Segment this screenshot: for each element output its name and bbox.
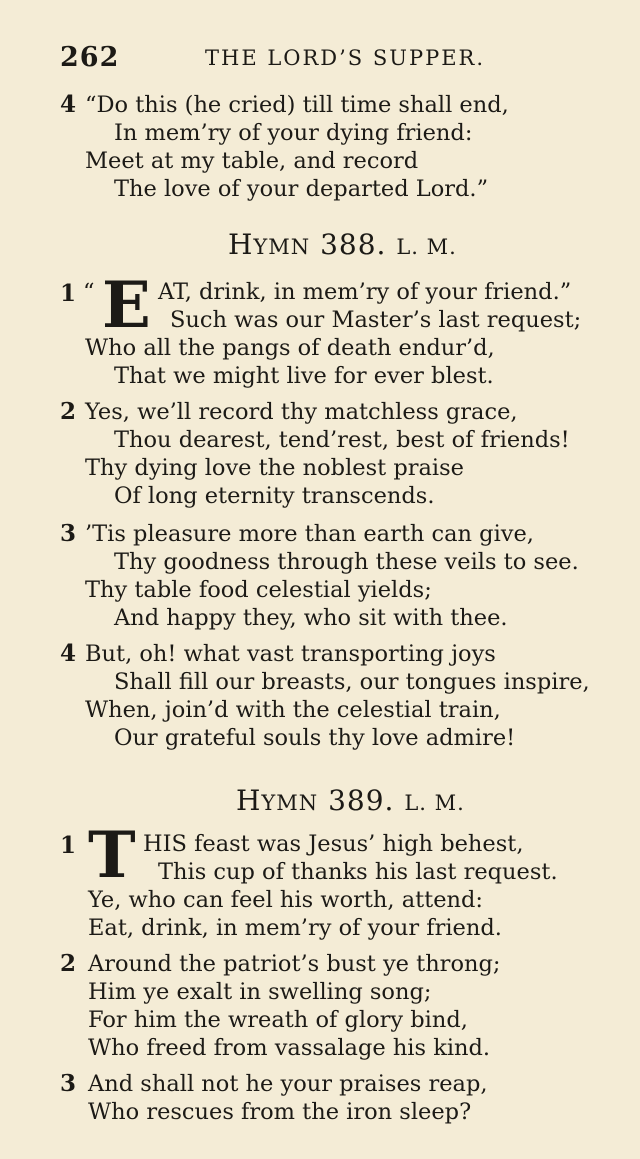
verse-number: 4 bbox=[60, 640, 77, 667]
verse-line: Of long eternity transcends. bbox=[114, 483, 435, 509]
open-quote: “ bbox=[83, 279, 95, 305]
hymn-heading: HYMN 388. L. M. bbox=[228, 228, 457, 261]
verse-number: 3 bbox=[60, 520, 77, 547]
verse-line: Our grateful souls thy love admire! bbox=[114, 725, 516, 751]
verse-line: When, join’d with the celestial train, bbox=[85, 697, 501, 723]
verse-line: HIS feast was Jesus’ high behest, bbox=[143, 831, 524, 857]
verse-line: Such was our Master’s last request; bbox=[170, 307, 582, 333]
verse-line: ’Tis pleasure more than earth can give, bbox=[85, 521, 534, 547]
verse-line: “Do this (he cried) till time shall end, bbox=[85, 92, 509, 118]
running-title: THE LORD’S SUPPER. bbox=[205, 46, 486, 70]
verse-line: Ye, who can feel his worth, attend: bbox=[88, 887, 484, 913]
verse-line: Eat, drink, in mem’ry of your friend. bbox=[88, 915, 502, 941]
verse-line: Thy dying love the noblest praise bbox=[85, 455, 464, 481]
verse-line: In mem’ry of your dying friend: bbox=[114, 120, 473, 146]
verse-line: That we might live for ever blest. bbox=[114, 363, 494, 389]
verse-line: For him the wreath of glory bind, bbox=[88, 1007, 468, 1033]
verse-line: Thy goodness through these veils to see. bbox=[114, 549, 579, 575]
verse-line: This cup of thanks his last request. bbox=[158, 859, 558, 885]
verse-line: Who freed from vassalage his kind. bbox=[88, 1035, 491, 1061]
drop-cap: T bbox=[88, 818, 136, 893]
verse-line: But, oh! what vast transporting joys bbox=[85, 641, 496, 667]
verse-line: Meet at my table, and record bbox=[85, 148, 419, 174]
verse-number: 1 bbox=[60, 280, 77, 307]
page-header bbox=[60, 42, 600, 76]
verse-number: 3 bbox=[60, 1070, 77, 1097]
verse-line: Shall fill our breasts, our tongues inspire, bbox=[114, 669, 590, 695]
verse-line: And happy they, who sit with thee. bbox=[114, 605, 508, 631]
verse-line: Around the patriot’s bust ye throng; bbox=[88, 951, 501, 977]
verse-line: AT, drink, in mem’ry of your friend.” bbox=[158, 279, 572, 305]
verse-number: 2 bbox=[60, 398, 77, 425]
verse-number: 1 bbox=[60, 832, 77, 859]
drop-cap: E bbox=[102, 268, 151, 343]
verse-line: Yes, we’ll record thy matchless grace, bbox=[85, 399, 518, 425]
verse-line: Thou dearest, tend’rest, best of friends! bbox=[114, 427, 570, 453]
verse-number: 2 bbox=[60, 950, 77, 977]
verse-line: Who rescues from the iron sleep? bbox=[88, 1099, 472, 1125]
hymn-heading: HYMN 389. L. M. bbox=[236, 784, 465, 817]
verse-line: Who all the pangs of death endur’d, bbox=[85, 335, 495, 361]
verse-line: Thy table food celestial yields; bbox=[85, 577, 432, 603]
verse-line: And shall not he your praises reap, bbox=[88, 1071, 488, 1097]
verse-line: The love of your departed Lord.” bbox=[114, 176, 489, 202]
page-number: 262 bbox=[60, 42, 120, 73]
verse-number: 4 bbox=[60, 91, 77, 118]
verse-line: Him ye exalt in swelling song; bbox=[88, 979, 432, 1005]
